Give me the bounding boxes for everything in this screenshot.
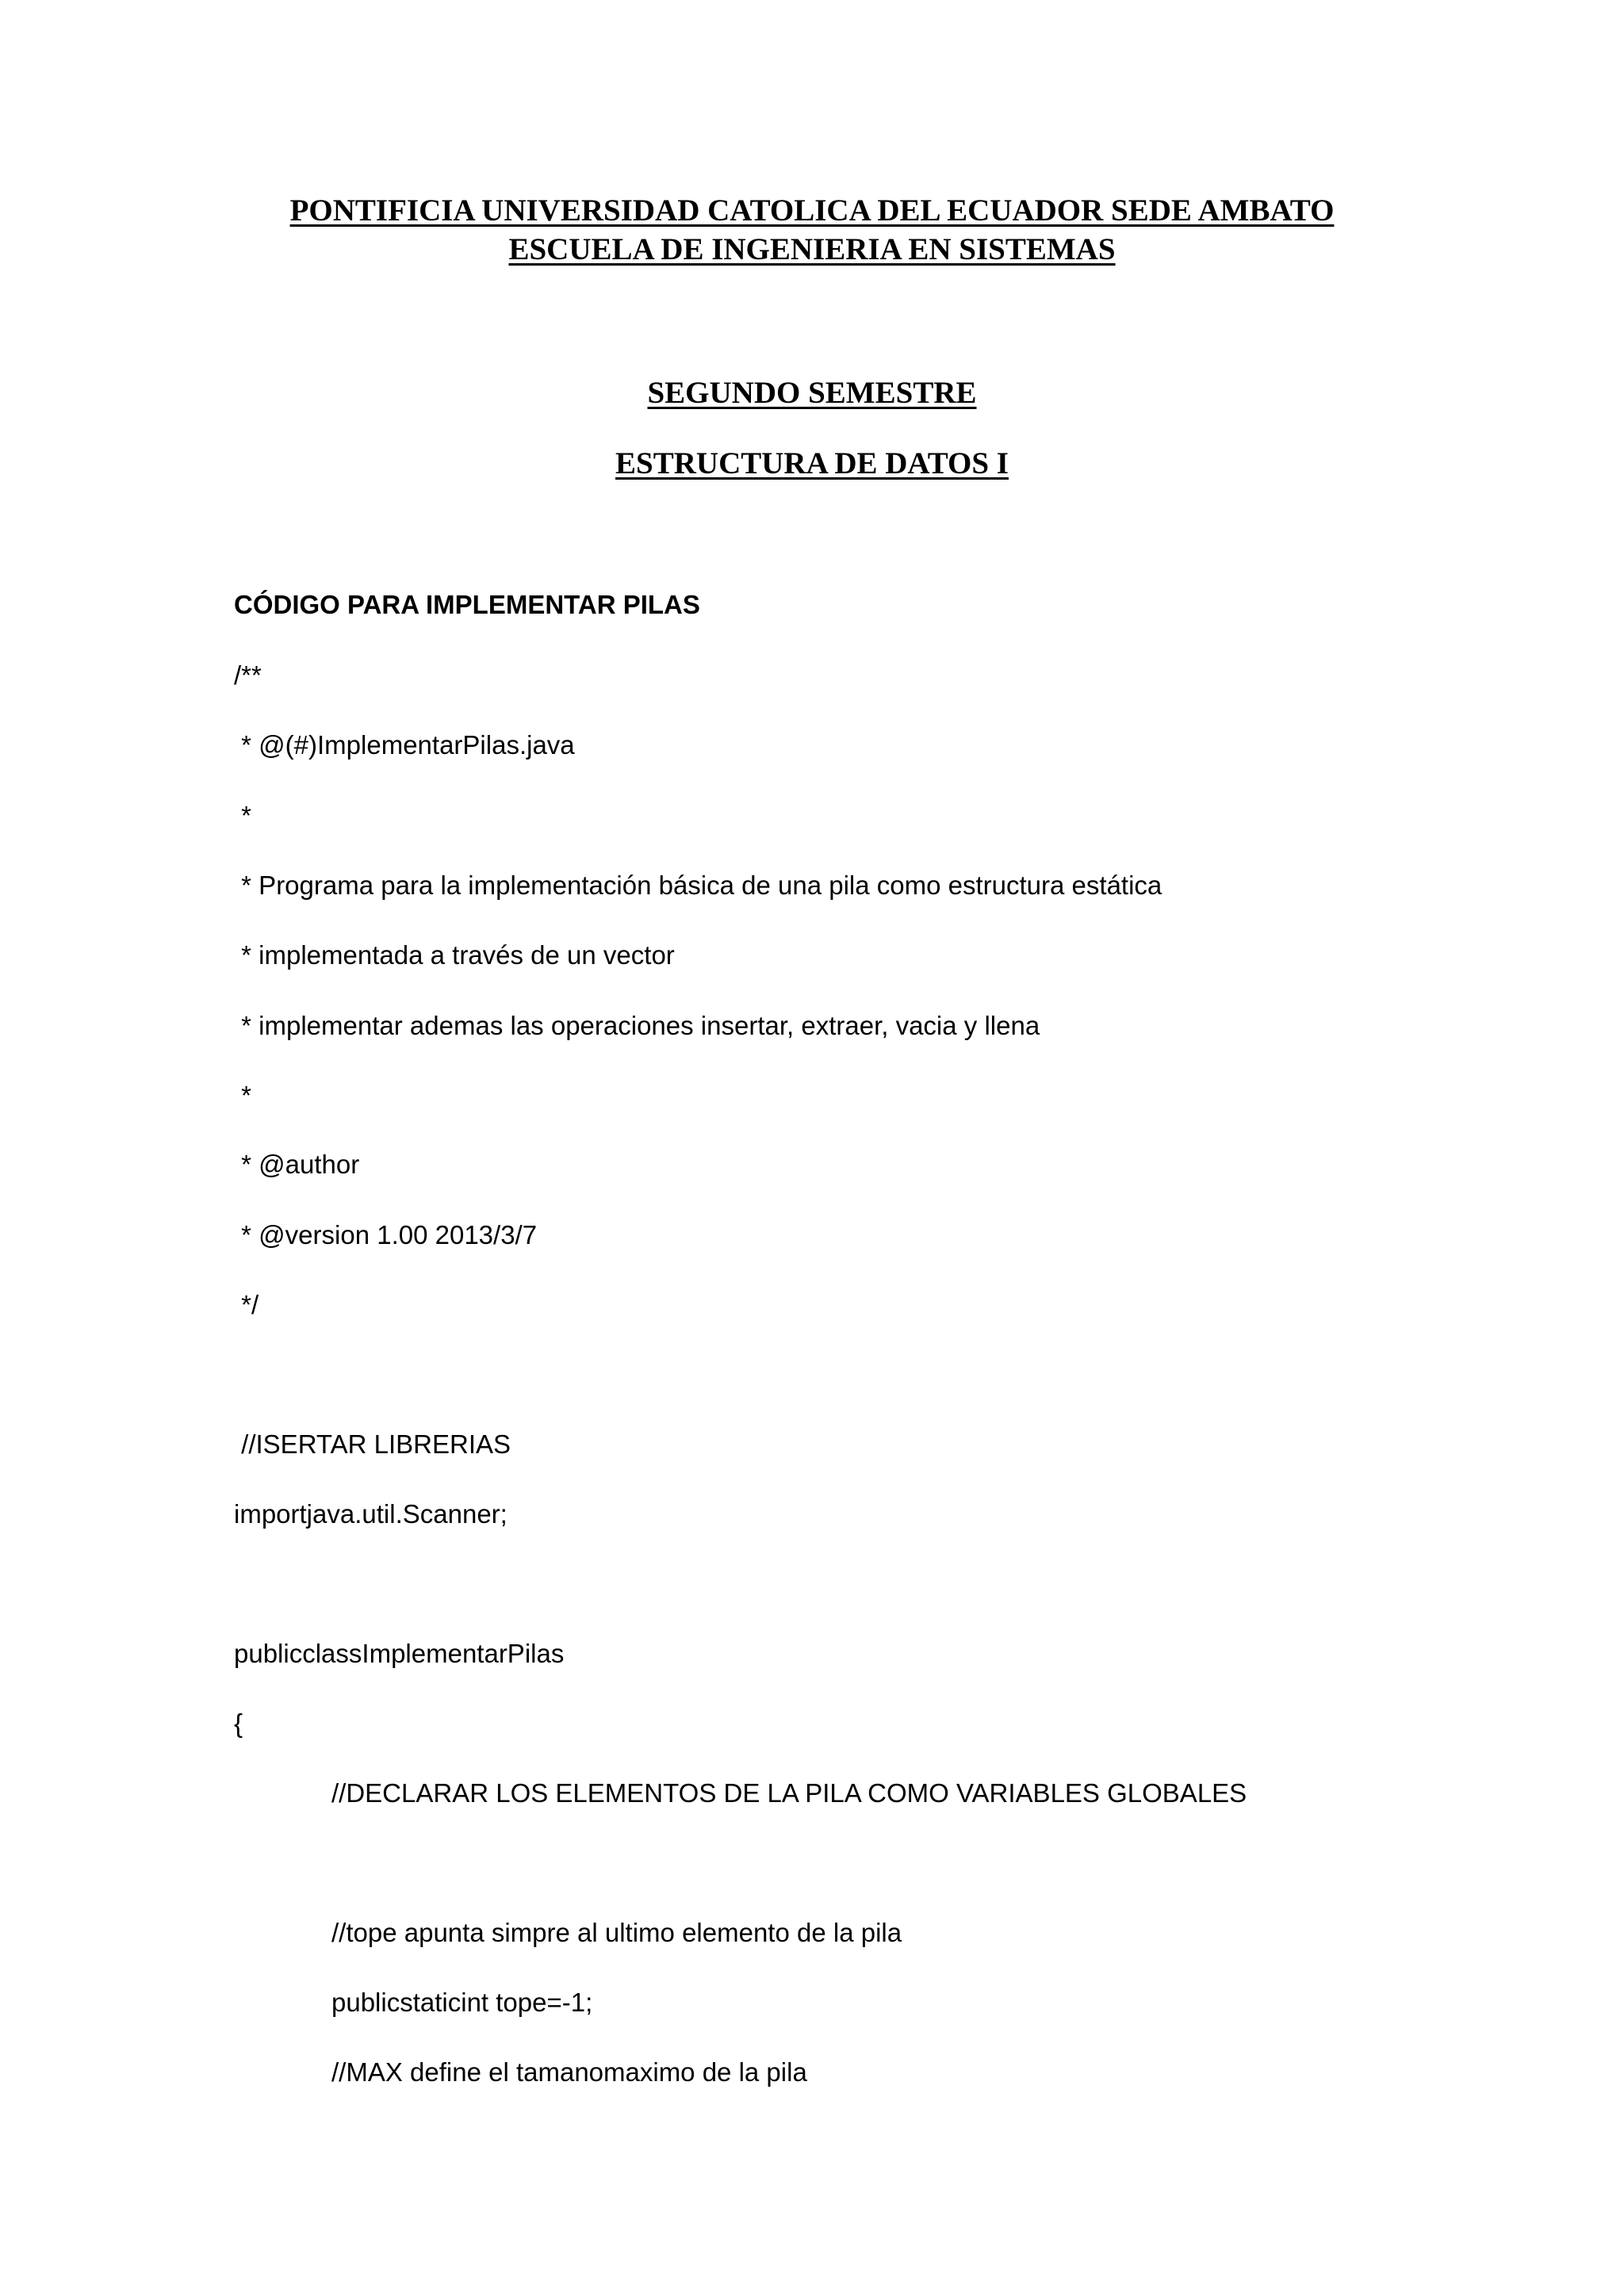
code-line: { [234, 1709, 243, 1738]
code-line: /** [234, 660, 262, 690]
code-line: * Programa para la implementación básica de una pila como estructura estática [234, 871, 1162, 900]
code-line: //tope apunta simpre al ultimo elemento de la pila [331, 1918, 902, 1947]
code-line: * [234, 801, 252, 830]
code-line: publicclassImplementarPilas [234, 1639, 565, 1668]
code-line: publicstaticint tope=-1; [331, 1988, 593, 2017]
code-line: * @author [234, 1150, 360, 1179]
code-line: * @version 1.00 2013/3/7 [234, 1220, 538, 1249]
code-line: //DECLARAR LOS ELEMENTOS DE LA PILA COMO VARIABLES GLOBALES [331, 1778, 1247, 1808]
code-line: */ [234, 1290, 259, 1319]
code-line: //MAX define el tamanomaximo de la pila [331, 2057, 807, 2087]
code-line: importjava.util.Scanner; [234, 1499, 508, 1529]
university-title: PONTIFICIA UNIVERSIDAD CATOLICA DEL ECUADOR SEDE AMBATO [289, 193, 1335, 228]
school-title: ESCUELA DE INGENIERIA EN SISTEMAS [508, 232, 1116, 266]
code-line: * implementar ademas las operaciones insertar, extraer, vacia y llena [234, 1011, 1040, 1040]
course-title: ESTRUCTURA DE DATOS I [615, 446, 1009, 480]
semester-title: SEGUNDO SEMESTRE [647, 376, 977, 410]
code-line: * @(#)ImplementarPilas.java [234, 730, 575, 760]
code-line: * [234, 1081, 252, 1110]
section-title: CÓDIGO PARA IMPLEMENTAR PILAS [234, 590, 700, 619]
code-line: * implementada a través de un vector [234, 940, 675, 970]
code-line: //ISERTAR LIBRERIAS [234, 1429, 511, 1459]
